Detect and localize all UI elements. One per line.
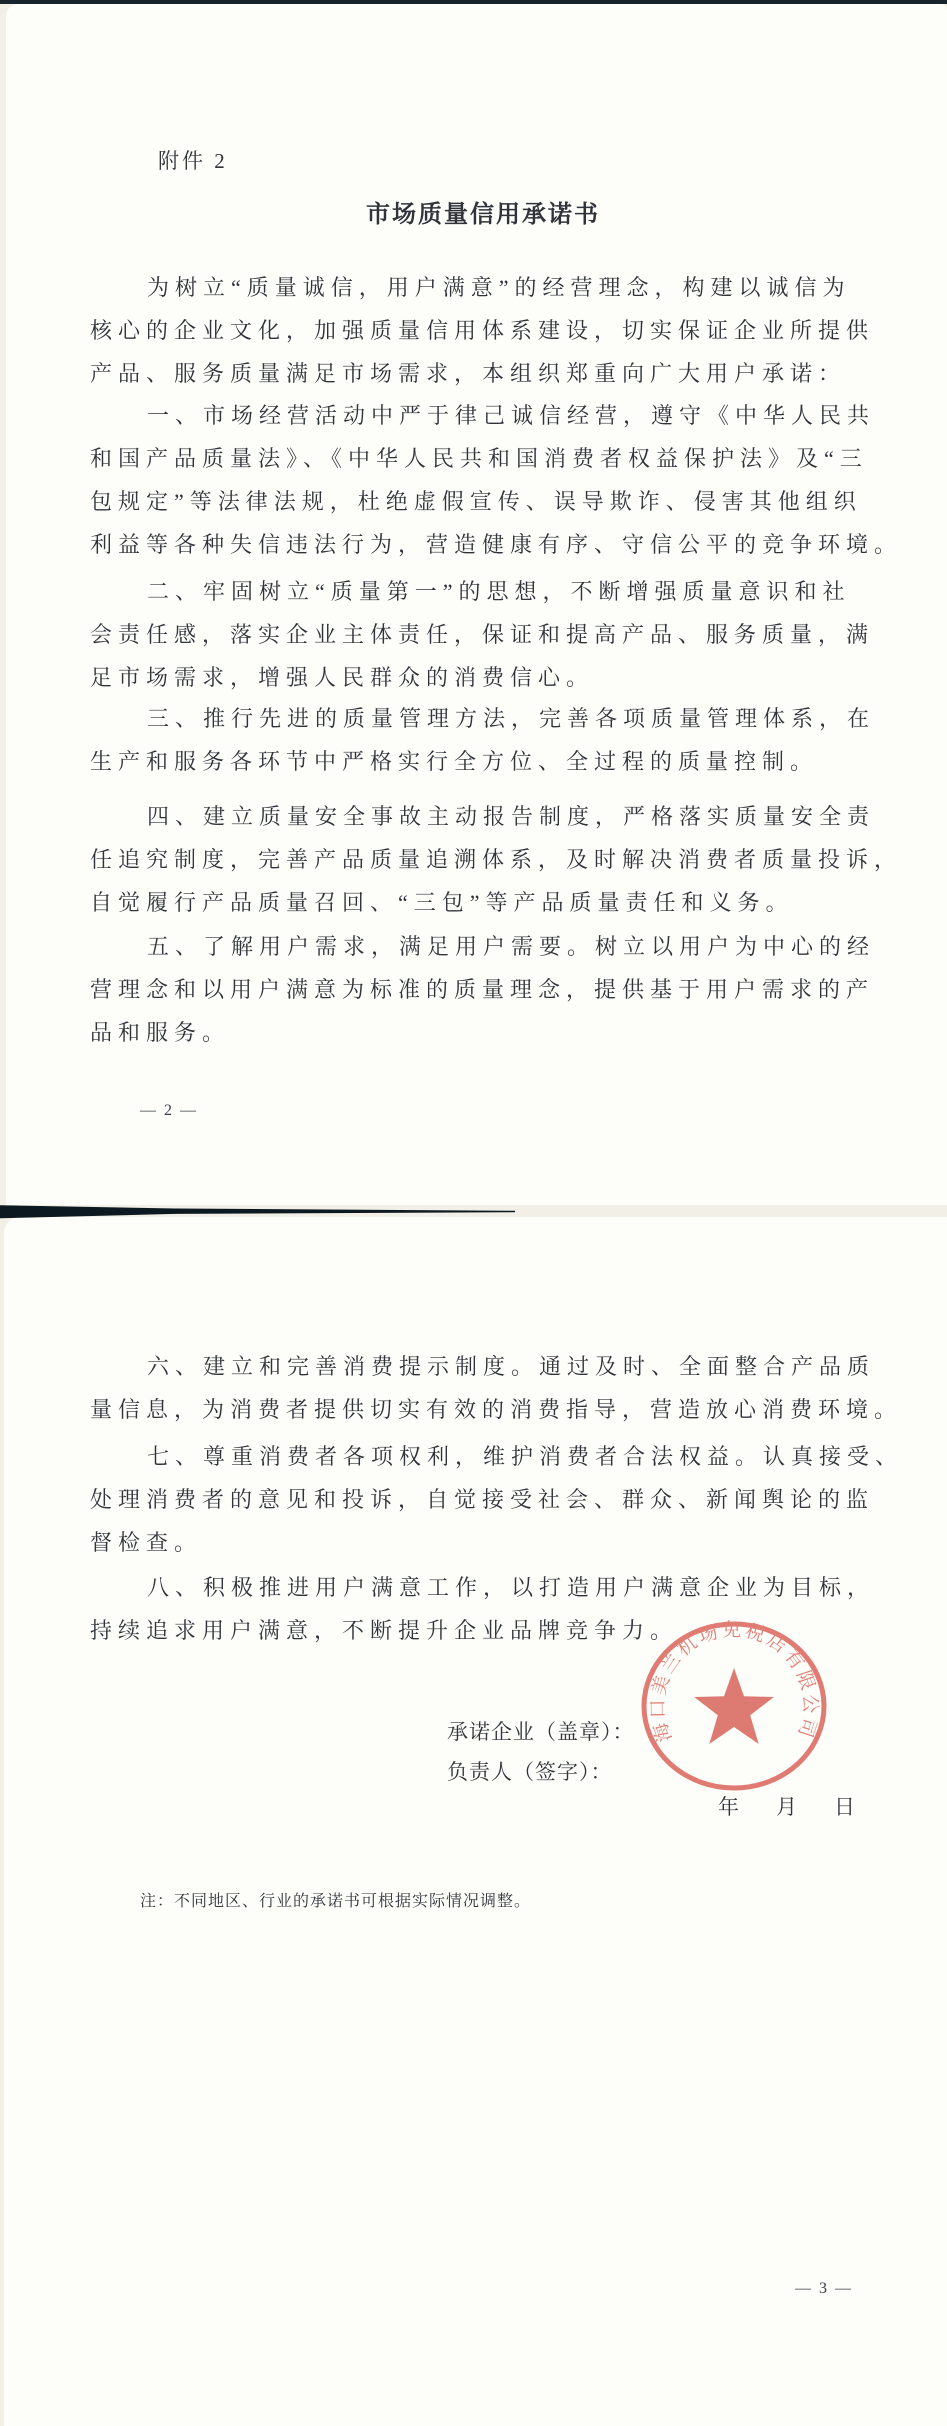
- text-line: 三、推行先进的质量管理方法，完善各项质量管理体系，在: [147, 706, 876, 731]
- text-line: 生产和服务各环节中严格实行全方位、全过程的质量控制。: [90, 749, 819, 774]
- text-line: 会责任感，落实企业主体责任，保证和提高产品、服务质量，满: [90, 622, 875, 647]
- text-line: 营理念和以用户满意为标准的质量理念，提供基于用户需求的产: [90, 977, 875, 1002]
- text-line: 督检查。: [90, 1530, 203, 1555]
- text-line: 自觉履行产品质量召回、“三包”等产品质量责任和义务。: [90, 890, 794, 915]
- text-line: 利益等各种失信违法行为，营造健康有序、守信公平的竞争环境。: [90, 532, 903, 557]
- commitment-item-4: [90, 795, 902, 924]
- text-line: 任追究制度，完善产品质量追溯体系，及时解决消费者质量投诉，: [90, 847, 903, 872]
- commitment-item-3: [90, 697, 875, 783]
- seal-company-name: 海口美兰机场免税店有限公司: [647, 1619, 821, 1745]
- text-line: 品和服务。: [90, 1020, 231, 1045]
- text-line: 产品、服务质量满足市场需求，本组织郑重向广大用户承诺：: [90, 361, 847, 386]
- text-line: 六、建立和完善消费提示制度。通过及时、全面整合产品质: [147, 1354, 876, 1379]
- text-line: 处理消费者的意见和投诉，自觉接受社会、群众、新闻舆论的监: [90, 1487, 875, 1512]
- intro-paragraph: [90, 266, 874, 395]
- text-line: 量信息，为消费者提供切实有效的消费指导，营造放心消费环境。: [90, 1397, 903, 1422]
- document-title: 市场质量信用承诺书: [366, 201, 600, 228]
- text-line: 四、建立质量安全事故主动报告制度，严格落实质量安全责: [147, 804, 876, 829]
- company-seal: [636, 1616, 832, 1800]
- seal-star-icon: [694, 1668, 774, 1744]
- text-line: 七、尊重消费者各项权利，维护消费者合法权益。认真接受、: [147, 1444, 904, 1469]
- commitment-item-6: [90, 1345, 902, 1431]
- text-line: 和国产品质量法》、《中华人民共和国消费者权益保护法》及“三: [90, 446, 868, 471]
- text-line: 八、积极推进用户满意工作，以打造用户满意企业为目标，: [147, 1575, 876, 1600]
- page-number-2: — 2 —: [140, 1102, 198, 1119]
- commitment-item-1: [90, 394, 902, 566]
- text-line: 为树立“质量诚信，用户满意”的经营理念，构建以诚信为: [147, 275, 851, 300]
- attachment-label: 附件 2: [158, 149, 228, 173]
- text-line: 核心的企业文化，加强质量信用体系建设，切实保证企业所提供: [90, 318, 875, 343]
- signature-person-line: 负责人（签字）：: [447, 1760, 613, 1784]
- text-line: 足市场需求，增强人民群众的消费信心。: [90, 665, 595, 690]
- text-line: 五、了解用户需求，满足用户需要。树立以用户为中心的经: [147, 934, 876, 959]
- text-line: 二、牢固树立“质量第一”的思想，不断增强质量意识和社: [147, 579, 851, 604]
- commitment-item-2: [90, 570, 874, 699]
- commitment-item-5: [90, 925, 875, 1054]
- page-number-3: — 3 —: [795, 2280, 853, 2297]
- signature-date-line: 年 月 日: [718, 1795, 863, 1819]
- footnote: 注：不同地区、行业的承诺书可根据实际情况调整。: [140, 1893, 532, 1910]
- text-line: 持续追求用户满意，不断提升企业品牌竞争力。: [90, 1618, 679, 1643]
- scan-top-edge: [0, 0, 947, 4]
- text-line: 包规定”等法律法规，杜绝虚假宣传、误导欺诈、侵害其他组织: [90, 489, 862, 514]
- signature-company-line: 承诺企业（盖章）：: [447, 1720, 635, 1744]
- commitment-item-7: [90, 1435, 903, 1564]
- text-line: 一、市场经营活动中严于律己诚信经营，遵守《中华人民共: [147, 403, 876, 428]
